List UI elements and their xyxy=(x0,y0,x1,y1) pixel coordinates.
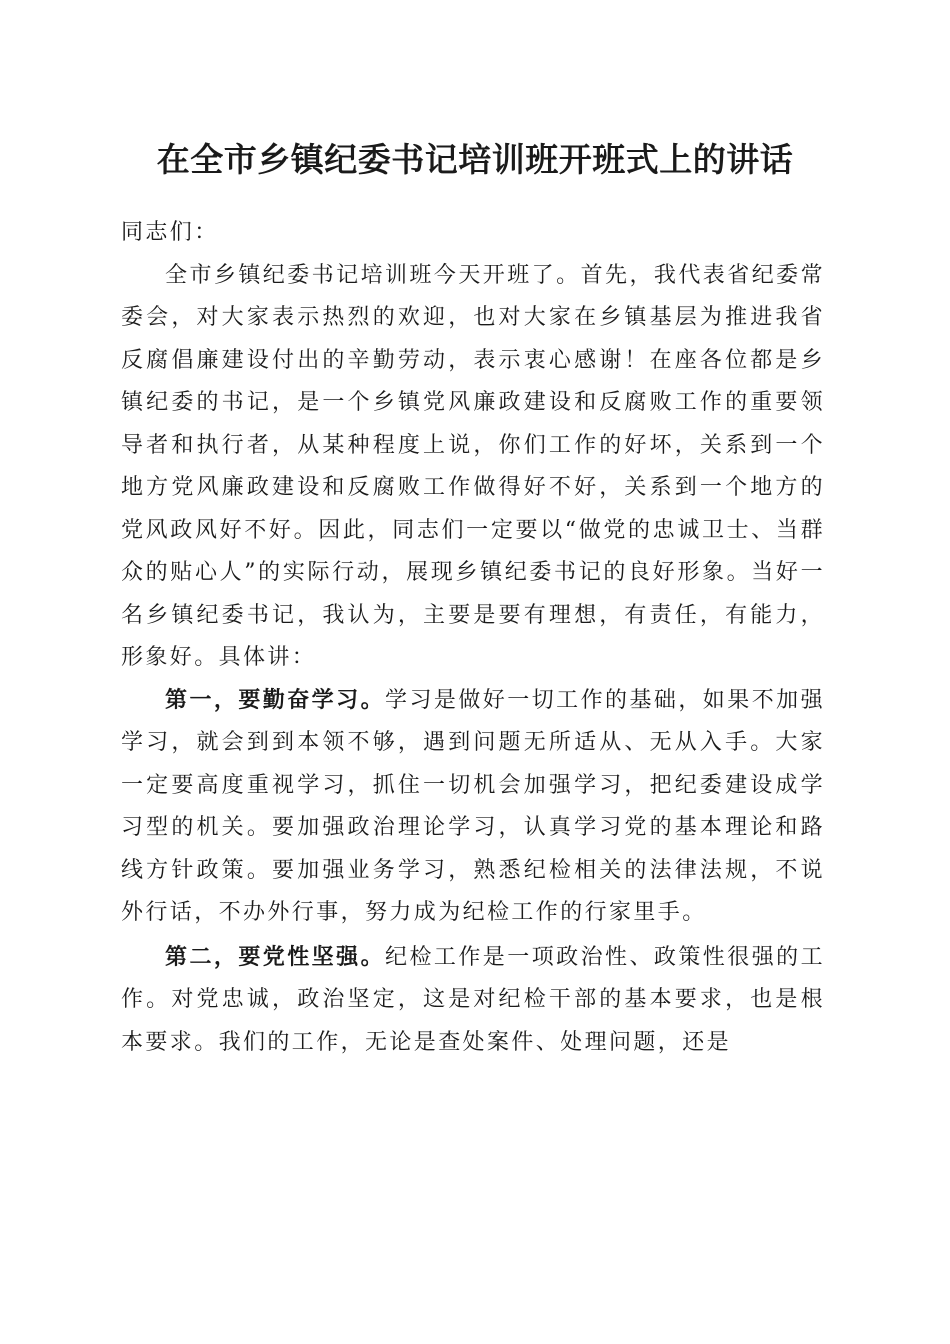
salutation: 同志们： xyxy=(121,220,219,245)
paragraph-study-text: 学习是做好一切工作的基础，如果不加强学习，就会到到本领不够，遇到问题无所适从、无从入手。大家一定要高度重视学习，抓住一切机会加强学习，把纪委建设成学习型的机关。要加强政治理论学习，认真学习党的基本理论和路线方针政策。要加强业务学习，熟悉纪检相关的法律法规，不说外行话，不办外行事，努力成为纪检工作的行家里手。 xyxy=(121,687,825,925)
paragraph-intro-text: 全市乡镇纪委书记培训班今天开班了。首先，我代表省纪委常委会，对大家表示热烈的欢迎，也对大家在乡镇基层为推进我省反腐倡廉建设付出的辛勤劳动，表示衷心感谢！在座各位都是乡镇纪委的书记，是一个乡镇党风廉政建设和反腐败工作的重要领导者和执行者，从某种程度上说，你们工作的好坏，关系到一个地方党风廉政建设和反腐败工作做得好不好，关系到一个地方的党风政风好不好。因此，同志们一定要以“做党的忠诚卫士、当群众的贴心人”的实际行动，展现乡镇纪委书记的良好形象。当好一名乡镇纪委书记，我认为，主要是要有理想，有责任，有能力，形象好。具体讲： xyxy=(121,262,825,670)
document-title: 在全市乡镇纪委书记培训班开班式上的讲话 xyxy=(156,140,794,179)
paragraph-party-spirit xyxy=(121,937,825,1065)
paragraph-party-spirit-heading: 第二，要党性坚强。 xyxy=(165,944,386,970)
paragraph-party-spirit-text: 纪检工作是一项政治性、政策性很强的工作。对党忠诚，政治坚定，这是对纪检干部的基本要求，也是根本要求。我们的工作，无论是查处案件、处理问题，还是 xyxy=(121,944,825,1055)
paragraph-study-heading: 第一，要勤奋学习。 xyxy=(165,687,386,713)
paragraph-intro xyxy=(121,255,825,680)
document-body xyxy=(121,212,825,1064)
paragraph-study xyxy=(121,680,825,935)
